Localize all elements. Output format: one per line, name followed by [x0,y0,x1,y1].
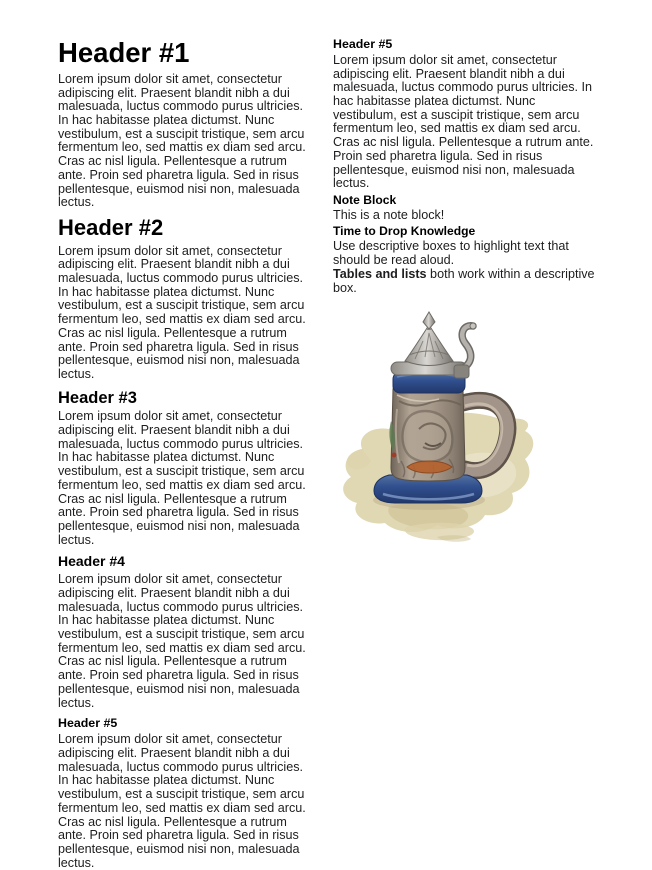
tables-lists-line [333,268,597,295]
header-3: Header #3 [58,388,137,407]
header-4: Header #4 [58,553,125,570]
paragraph-lorem: Lorem ipsum dolor sit amet, consectetur adipiscing elit. Praesent blandit nibh a dui malesuada, luctus commodo purus ultricies. In hac habitasse platea dictumst. Nunc vestibulum, est a suscipit tristique, sem arcu fermentum leo, sed mattis ex diam sed arcu. Cras ac nisl ligula. Pellentesque a rutrum ante. Proin sed pharetra ligula. Sed in risus pellentesque, euismod nisi non, malesuada lectus. [333,52,594,191]
beer-stein-svg [337,309,637,544]
knowledge-text: Use descriptive boxes to highlight text that should be read aloud. [333,238,569,267]
paragraph-lorem: Lorem ipsum dolor sit amet, consectetur adipiscing elit. Praesent blandit nibh a dui malesuada, luctus commodo purus ultricies. In hac habitasse platea dictumst. Nunc vestibulum, est a suscipit tristique, sem arcu fermentum leo, sed mattis ex diam sed arcu. Cras ac nisl ligula. Pellentesque a rutrum ante. Proin sed pharetra ligula. Sed in risus pellentesque, euismod nisi non, malesuada lectus. [58,572,306,710]
tables-lists-bold: Tables and lists [333,267,427,282]
paragraph-lorem: Lorem ipsum dolor sit amet, consectetur adipiscing elit. Praesent blandit nibh a dui malesuada, luctus commodo purus ultricies. In hac habitasse platea dictumst. Nunc vestibulum, est a suscipit tristique, sem arcu fermentum leo, sed mattis ex diam sed arcu. Cras ac nisl ligula. Pellentesque a rutrum ante. Proin sed pharetra ligula. Sed in risus pellentesque, euismod nisi non, malesuada lectus. [58,71,306,210]
paragraph-lorem: Lorem ipsum dolor sit amet, consectetur adipiscing elit. Praesent blandit nibh a dui malesuada, luctus commodo purus ultricies. In hac habitasse platea dictumst. Nunc vestibulum, est a suscipit tristique, sem arcu fermentum leo, sed mattis ex diam sed arcu. Cras ac nisl ligula. Pellentesque a rutrum ante. Proin sed pharetra ligula. Sed in risus pellentesque, euismod nisi non, malesuada lectus. [58,409,306,547]
note-block-text: This is a note block! [333,207,445,222]
knowledge-title: Time to Drop Knowledge [333,224,476,239]
tables-lists-rest: both work within a descriptive box. [333,267,595,296]
paragraph-lorem: Lorem ipsum dolor sit amet, consectetur adipiscing elit. Praesent blandit nibh a dui malesuada, luctus commodo purus ultricies. In hac habitasse platea dictumst. Nunc vestibulum, est a suscipit tristique, sem arcu fermentum leo, sed mattis ex diam sed arcu. Cras ac nisl ligula. Pellentesque a rutrum ante. Proin sed pharetra ligula. Sed in risus pellentesque, euismod nisi non, malesuada lectus. [58,243,306,382]
header-5-left: Header #5 [58,716,118,731]
stein-body [389,384,465,481]
left-column [58,37,310,870]
header-5-right: Header #5 [333,37,393,51]
paragraph-lorem: Lorem ipsum dolor sit amet, consectetur adipiscing elit. Praesent blandit nibh a dui malesuada, luctus commodo purus ultricies. In hac habitasse platea dictumst. Nunc vestibulum, est a suscipit tristique, sem arcu fermentum leo, sed mattis ex diam sed arcu. Cras ac nisl ligula. Pellentesque a rutrum ante. Proin sed pharetra ligula. Sed in risus pellentesque, euismod nisi non, malesuada lectus. [58,732,306,870]
right-column [333,38,597,844]
note-block-title: Note Block [333,193,397,208]
header-1: Header #1 [58,37,190,68]
beer-stein-illustration [337,309,637,544]
stein-thumb-lever [454,323,476,378]
header-2: Header #2 [58,214,164,240]
stein-lid [405,312,453,366]
